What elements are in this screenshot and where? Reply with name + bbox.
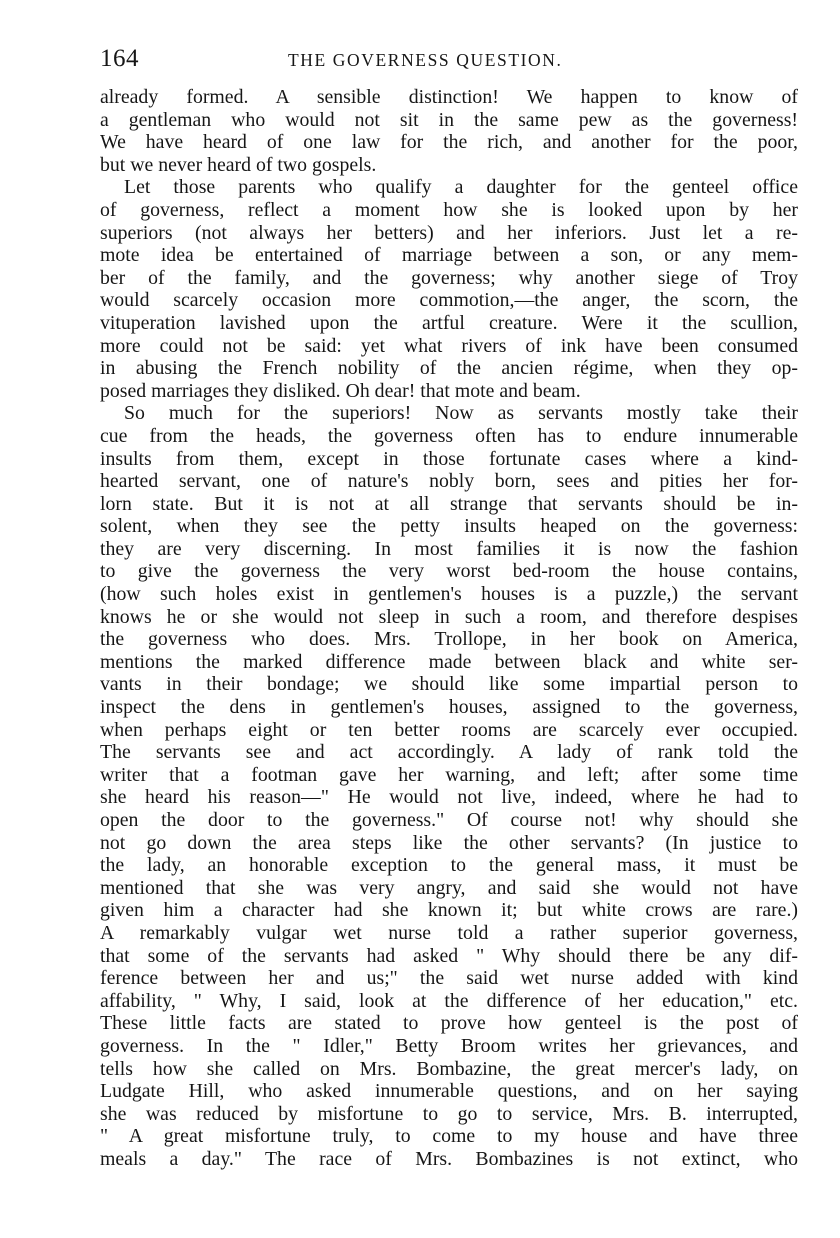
text-line: A remarkably vulgar wet nurse told a rather superior governess, — [100, 921, 798, 944]
text-line: ference between her and us;" the said wet nurse added with kind — [100, 967, 798, 990]
text-line: solent, when they see the petty insults heaped on the governess: — [100, 515, 798, 538]
text-line: We have heard of one law for the rich, and another for the poor, — [100, 131, 798, 154]
text-line: So much for the superiors! Now as servants mostly take their — [124, 402, 798, 425]
text-line: (how such holes exist in gentlemen's houses is a puzzle,) the servant — [100, 583, 798, 606]
text-line: knows he or she would not sleep in such a room, and therefore despises — [100, 605, 798, 628]
text-line: insults from them, except in those fortunate cases where a kind- — [100, 447, 798, 470]
text-line: posed marriages they disliked. Oh dear! that mote and beam. — [100, 379, 581, 402]
text-line: tells how she called on Mrs. Bombazine, the great mercer's lady, on — [100, 1057, 798, 1080]
text-line: would scarcely occasion more commotion,—the anger, the scorn, the — [100, 289, 798, 312]
text-line: vituperation lavished upon the artful creature. Were it the scullion, — [100, 311, 798, 334]
text-line: a gentleman who would not sit in the same pew as the governess! — [100, 108, 798, 131]
text-line: Ludgate Hill, who asked innumerable questions, and on her saying — [100, 1080, 798, 1103]
text-line: vants in their bondage; we should like some impartial person to — [100, 673, 798, 696]
text-line: she was reduced by misfortune to go to service, Mrs. B. interrupted, — [100, 1102, 798, 1125]
text-line: she heard his reason—" He would not live, indeed, where he had to — [100, 786, 798, 809]
text-line: " A great misfortune truly, to come to my house and have three — [100, 1125, 798, 1148]
text-line: to give the governess the very worst bed-room the house contains, — [100, 560, 798, 583]
text-line: mentioned that she was very angry, and said she would not have — [100, 876, 798, 899]
text-line: given him a character had she known it; but white crows are rare.) — [100, 899, 798, 922]
running-head — [100, 44, 800, 74]
text-line: meals a day." The race of Mrs. Bombazines is not extinct, who — [100, 1147, 798, 1170]
text-line: Let those parents who qualify a daughter for the genteel office — [124, 176, 798, 199]
body-text — [100, 86, 798, 1171]
text-line: more could not be said: yet what rivers of ink have been consumed — [100, 334, 798, 357]
text-line: hearted servant, one of nature's nobly born, sees and pities her for- — [100, 470, 798, 493]
text-line: The servants see and act accordingly. A lady of rank told the — [100, 741, 798, 764]
text-line: writer that a footman gave her warning, and left; after some time — [100, 763, 798, 786]
text-line: already formed. A sensible distinction! We happen to know of — [100, 86, 798, 108]
text-line: governess. In the " Idler," Betty Broom writes her grievances, and — [100, 1034, 798, 1057]
text-line: These little facts are stated to prove how genteel is the post of — [100, 1012, 798, 1035]
text-line: that some of the servants had asked " Why should there be any dif- — [100, 944, 798, 967]
text-line: ber of the family, and the governess; why another siege of Troy — [100, 266, 798, 289]
text-line: of governess, reflect a moment how she is looked upon by her — [100, 198, 798, 221]
text-line: mentions the marked difference made between black and white ser- — [100, 650, 798, 673]
text-line: when perhaps eight or ten better rooms are scarcely ever occupied. — [100, 718, 798, 741]
text-line: in abusing the French nobility of the ancien régime, when they op- — [100, 357, 798, 380]
text-line: open the door to the governess." Of course not! why should she — [100, 809, 798, 831]
text-line: the governess who does. Mrs. Trollope, in her book on America, — [100, 628, 798, 651]
running-title: THE GOVERNESS QUESTION. — [288, 50, 563, 70]
text-line: the lady, an honorable exception to the general mass, it must be — [100, 854, 798, 877]
text-line: mote idea be entertained of marriage between a son, or any mem- — [100, 244, 798, 267]
text-line: superiors (not always her betters) and her inferiors. Just let a re- — [100, 221, 798, 244]
text-line: cue from the heads, the governess often has to endure innumerable — [100, 424, 798, 447]
page-number: 164 — [100, 45, 139, 72]
text-line: but we never heard of two gospels. — [100, 153, 377, 176]
text-line: inspect the dens in gentlemen's houses, assigned to the governess, — [100, 696, 798, 719]
text-line: they are very discerning. In most families it is now the fashion — [100, 537, 798, 560]
text-line: lorn state. But it is not at all strange that servants should be in- — [100, 492, 798, 515]
text-line: affability, " Why, I said, look at the difference of her education," etc. — [100, 989, 798, 1012]
text-line: not go down the area steps like the other servants? (In justice to — [100, 831, 798, 854]
